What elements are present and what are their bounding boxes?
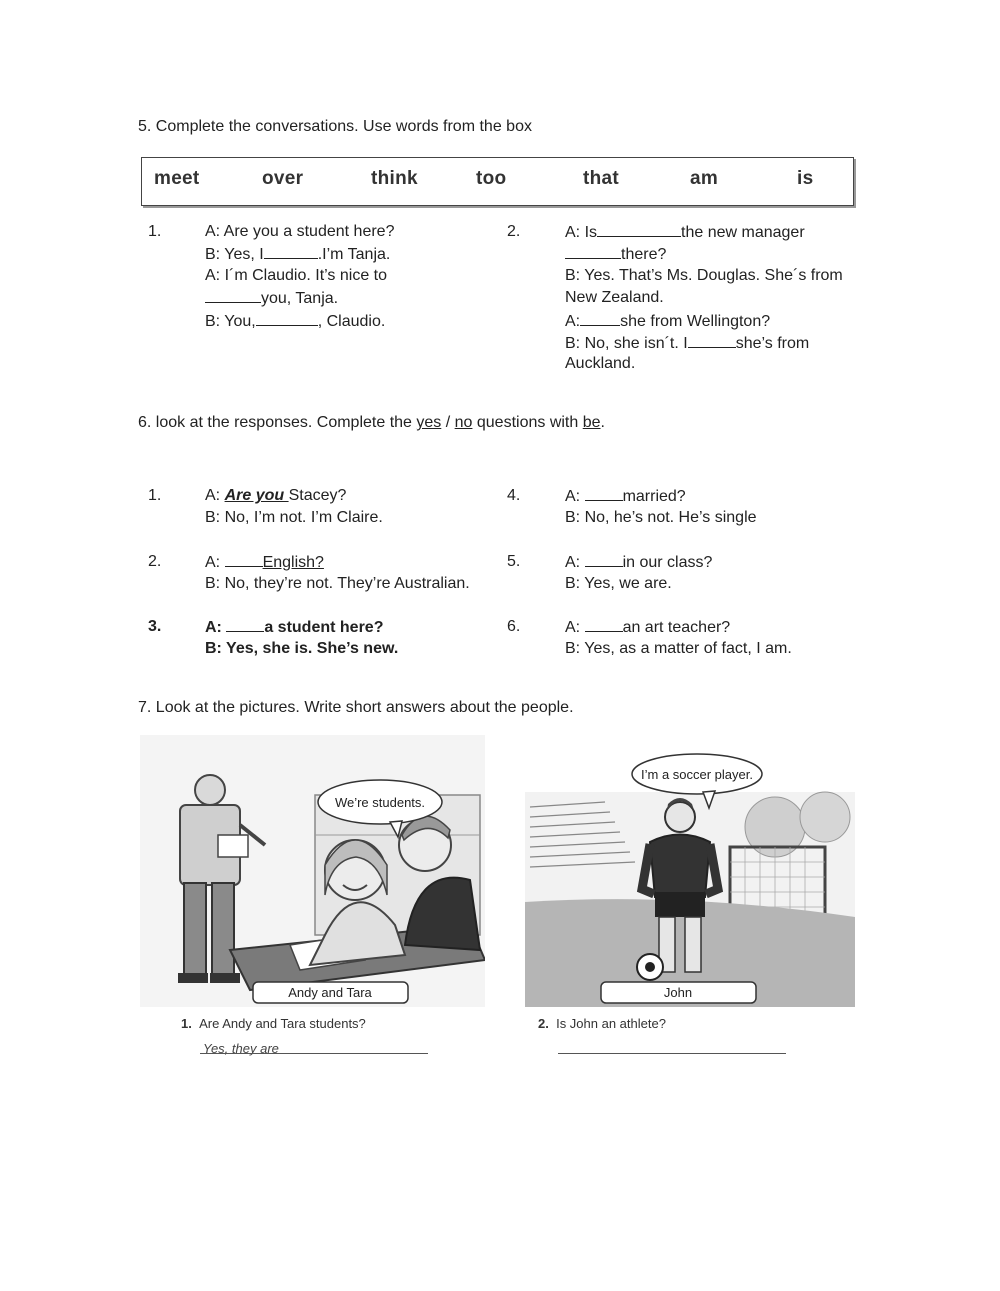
name-label: John — [663, 985, 693, 1000]
classroom-illustration — [140, 735, 485, 1007]
answer-blank[interactable] — [205, 287, 261, 303]
answer-blank[interactable] — [585, 616, 623, 632]
answer-blank[interactable] — [688, 332, 736, 348]
speech-bubble-text: We’re students. — [334, 795, 426, 810]
response-line: B: No, he’s not. He’s single — [565, 509, 757, 526]
soccer-illustration — [525, 752, 855, 1007]
word-box-item: that — [583, 168, 620, 189]
answer-line[interactable] — [200, 1053, 428, 1054]
answer-line[interactable] — [558, 1053, 786, 1054]
question-number: 2. — [148, 553, 162, 570]
response-line: B: Yes, we are. — [565, 575, 672, 592]
name-label: Andy and Tara — [288, 985, 372, 1000]
word-box-item: meet — [154, 168, 200, 189]
question-line: A: a student here? — [205, 616, 383, 639]
conversation-line: B: No, she isn´t. I she’s from — [565, 332, 809, 355]
response-line: B: No, I’m not. I’m Claire. — [205, 509, 383, 526]
conversation-line: B: You, , Claudio. — [205, 310, 385, 333]
question-line: A: English? — [205, 551, 324, 574]
answer-blank[interactable] — [580, 310, 620, 326]
question-number: 6. — [507, 618, 521, 635]
picture-question: 1. Are Andy and Tara students? — [181, 1016, 366, 1031]
answer-blank[interactable] — [264, 243, 318, 259]
word-box-item: is — [797, 168, 814, 189]
conversation-2-number: 2. — [507, 223, 521, 240]
question-line: A: an art teacher? — [565, 616, 730, 639]
response-line: B: Yes, as a matter of fact, I am. — [565, 640, 792, 657]
answer-blank[interactable] — [585, 551, 623, 567]
exercise-5-title: 5. Complete the conversations. Use words from the box — [138, 118, 532, 135]
question-number: 1. — [148, 487, 162, 504]
conversation-line: Auckland. — [565, 355, 636, 372]
conversation-line: A: Is the new manager — [565, 221, 805, 244]
word-box-item: too — [476, 168, 507, 189]
conversation-1-number: 1. — [148, 223, 162, 240]
answer-blank[interactable] — [585, 485, 623, 501]
question-line: A: married? — [565, 485, 686, 508]
answer-blank[interactable] — [226, 616, 264, 632]
question-number: 4. — [507, 487, 521, 504]
answer-blank[interactable] — [597, 221, 681, 237]
word-box-item: am — [690, 168, 719, 189]
conversation-line: you, Tanja. — [205, 287, 338, 310]
conversation-line: New Zealand. — [565, 289, 664, 306]
conversation-line: A: she from Wellington? — [565, 310, 770, 333]
answer-blank[interactable] — [565, 243, 621, 259]
conversation-line: A: Are you a student here? — [205, 223, 395, 240]
question-line: A: in our class? — [565, 551, 712, 574]
answer-blank[interactable] — [225, 551, 263, 567]
word-box-item: think — [371, 168, 418, 189]
question-line: A: Are you Stacey? — [205, 487, 347, 504]
conversation-line: there? — [565, 243, 666, 266]
example-answer: Are you — [224, 487, 289, 504]
word-box-item: over — [262, 168, 304, 189]
response-line: B: No, they’re not. They’re Australian. — [205, 575, 470, 592]
question-number: 3. — [148, 618, 162, 635]
conversation-line: B: Yes, I .I’m Tanja. — [205, 243, 390, 266]
conversation-line: A: I´m Claudio. It’s nice to — [205, 267, 387, 284]
picture-question: 2. Is John an athlete? — [538, 1016, 666, 1031]
exercise-6-title: 6. look at the responses. Complete the yes / no questions with be. — [138, 414, 605, 431]
exercise-7-title: 7. Look at the pictures. Write short answers about the people. — [138, 699, 574, 716]
answer-blank[interactable] — [256, 310, 318, 326]
conversation-line: B: Yes. That’s Ms. Douglas. She´s from — [565, 267, 843, 284]
response-line: B: Yes, she is. She’s new. — [205, 640, 399, 657]
question-number: 5. — [507, 553, 521, 570]
speech-bubble-text: I’m a soccer player. — [641, 767, 753, 782]
sample-answer: Yes, they are — [203, 1041, 279, 1056]
